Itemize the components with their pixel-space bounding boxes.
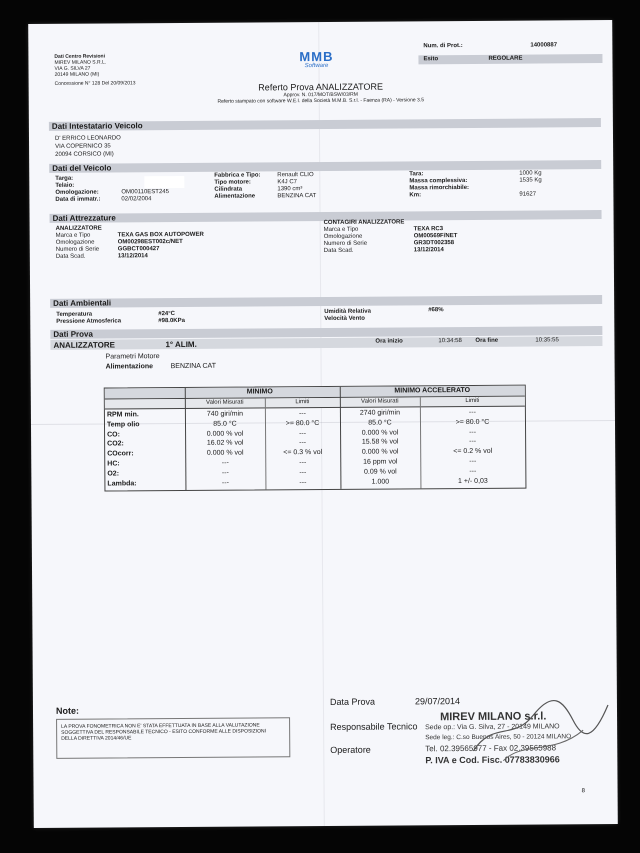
fabbrica-value: Renault CLIO bbox=[277, 172, 314, 179]
minimo-header: MINIMO bbox=[246, 388, 273, 396]
cell-l2: --- bbox=[469, 438, 477, 446]
concession: Concessione N° 128 Del 20/09/2013 bbox=[54, 80, 136, 87]
analyzer-title: ANALIZZATORE bbox=[55, 225, 102, 232]
omol-value: OM00298EST002c/NET bbox=[117, 238, 183, 246]
cell-l2: >= 80.0 °C bbox=[455, 418, 490, 426]
cell-m1: 85.0 °C bbox=[213, 420, 237, 428]
owner-name: D' ERRICO LEONARDO bbox=[54, 135, 121, 142]
approval: Approv. N. 017/MOT/BSW/03/RM bbox=[283, 91, 358, 99]
scad-label: Data Scad. bbox=[55, 253, 86, 260]
cell-l2: <= 0.2 % vol bbox=[453, 448, 493, 456]
marca-label: Marca e Tipo bbox=[55, 232, 91, 239]
report-title: Referto Prova ANALIZZATORE bbox=[258, 81, 384, 93]
row-label: COcorr: bbox=[107, 450, 134, 458]
stamp-line-4: P. IVA e Cod. Fisc. 07783830966 bbox=[425, 754, 560, 766]
c-serie-value: GR3DT002358 bbox=[413, 240, 455, 247]
note-text-1: LA PROVA FONOMETRICA NON E' STATA EFFETTUATA IN BASE ALLA VALUTAZIONE bbox=[61, 722, 260, 730]
data-immatr-value: 02/02/2004 bbox=[121, 196, 152, 203]
start-value: 10:34:58 bbox=[438, 338, 462, 345]
centre-title: Dati Centro Revisioni bbox=[54, 53, 106, 60]
row-label: HC: bbox=[107, 460, 120, 468]
cell-l2: --- bbox=[469, 428, 477, 436]
equipment-section: Dati Attrezzature bbox=[50, 210, 602, 223]
owner-section: Dati Intestatario Veicolo bbox=[49, 118, 601, 131]
redaction-box bbox=[144, 176, 184, 188]
scad-value: 13/12/2014 bbox=[117, 253, 148, 260]
results-table bbox=[104, 385, 527, 492]
cell-m2: 2740 giri/min bbox=[359, 409, 400, 417]
cell-m1: 740 giri/min bbox=[206, 410, 244, 418]
c-omol-value: OM00569F/NET bbox=[413, 233, 458, 240]
cell-m1: --- bbox=[221, 479, 229, 487]
start-label: Ora inizio bbox=[375, 338, 403, 345]
owner-street: VIA COPERNICO 35 bbox=[55, 143, 111, 150]
alimentazione-label: Alimentazione bbox=[214, 193, 256, 200]
cell-l2: --- bbox=[469, 457, 477, 465]
telaio-label: Telaio: bbox=[55, 182, 75, 189]
params-title: Parametri Motore bbox=[105, 353, 160, 361]
row-label: O2: bbox=[107, 470, 120, 478]
massa-label: Massa complessiva: bbox=[409, 177, 468, 185]
cell-l2: 1 +/- 0,03 bbox=[457, 477, 488, 485]
cell-l1: --- bbox=[299, 459, 307, 467]
alim-row-value: BENZINA CAT bbox=[170, 362, 217, 371]
col-limits-1: Limiti bbox=[295, 399, 310, 406]
press-label: Pressione Atmosferica bbox=[56, 318, 122, 325]
cell-m2: 1.000 bbox=[371, 478, 390, 486]
prot-label: Num. di Prot.: bbox=[423, 43, 463, 50]
cell-m2: 85.0 °C bbox=[368, 419, 392, 427]
fabbrica-label: Fabbrica e Tipo: bbox=[214, 172, 261, 179]
esito-value: REGOLARE bbox=[488, 55, 523, 62]
temp-value: #24°C bbox=[158, 311, 175, 318]
tara-label: Tara: bbox=[409, 171, 424, 178]
cell-l1: --- bbox=[299, 429, 307, 437]
press-value: #98.0KPa bbox=[158, 317, 185, 325]
alim-row-label: Alimentazione bbox=[105, 363, 154, 371]
note-text-2: SOGGETTIVA DEL RESPONSABILE TECNICO - ESITO CONFORME ALLE DISPOSIZIONI bbox=[61, 728, 267, 736]
c-scad-value: 13/12/2014 bbox=[413, 247, 444, 254]
end-label: Ora fine bbox=[475, 337, 499, 344]
cell-m1: 16.02 % vol bbox=[206, 439, 244, 448]
minimo-acc-header: MINIMO ACCELERATO bbox=[394, 386, 471, 395]
umid-value: #68% bbox=[428, 307, 444, 314]
stamp-line-2: Sede leg.: C.so Buenos Aires, 50 - 20124 MILANO bbox=[425, 733, 572, 742]
logo-sub: Software bbox=[304, 62, 329, 70]
vehicle-section: Dati del Veicolo bbox=[49, 160, 601, 173]
row-label: CO2: bbox=[107, 440, 124, 448]
owner-city: 20094 CORSICO (MI) bbox=[55, 151, 114, 158]
environment-section: Dati Ambientali bbox=[50, 295, 602, 308]
serie-value: GGBCT000427 bbox=[117, 246, 160, 253]
row-label: Lambda: bbox=[107, 479, 137, 488]
stamp-line-3: Tel. 02.39565977 - Fax 02.39565988 bbox=[425, 743, 557, 754]
cell-m2: 16 ppm vol bbox=[363, 458, 398, 466]
omol-label: Omologazione bbox=[55, 239, 95, 246]
row-label: Temp olio bbox=[106, 421, 140, 429]
km-value: 91627 bbox=[519, 191, 537, 198]
cell-l1: --- bbox=[299, 478, 307, 486]
cell-l1: >= 80.0 °C bbox=[285, 419, 320, 428]
c-scad-label: Data Scad. bbox=[323, 247, 354, 254]
alim-label: 1° ALIM. bbox=[165, 339, 197, 350]
col-measured-2: Valori Misurati bbox=[361, 398, 399, 405]
cell-m2: 15.58 % vol bbox=[361, 438, 399, 447]
note-text-3: DELLA DIRETTIVA 2014/46/UE bbox=[61, 735, 132, 742]
c-omol-label: Omologazione bbox=[323, 233, 363, 240]
cell-l2: --- bbox=[468, 408, 476, 416]
marca-value: TEXA GAS BOX AUTOPOWER bbox=[117, 231, 204, 239]
c-serie-label: Numero di Serie bbox=[323, 240, 368, 247]
temp-label: Temperatura bbox=[56, 311, 93, 318]
operator-label: Operatore bbox=[330, 744, 371, 755]
col-measured-1: Valori Misurati bbox=[206, 399, 244, 406]
date-label: Data Prova bbox=[329, 696, 376, 707]
cell-m2: 0.000 % vol bbox=[361, 448, 399, 456]
serie-label: Numero di Serie bbox=[55, 246, 100, 253]
centre-city: 20149 MILANO (MI) bbox=[54, 71, 100, 78]
resp-label: Responsabile Tecnico bbox=[330, 721, 418, 732]
note-label: Note: bbox=[55, 705, 80, 716]
cell-m1: --- bbox=[221, 459, 229, 467]
table-row bbox=[105, 476, 525, 488]
stamp-name: MIREV MILANO s.r.l. bbox=[440, 710, 547, 724]
motore-value: K4J C7 bbox=[277, 179, 298, 186]
massa-value: 1535 Kg bbox=[519, 177, 542, 184]
counter-title: CONTAGIRI ANALIZZATORE bbox=[323, 219, 405, 226]
date-value: 29/07/2014 bbox=[414, 696, 461, 707]
cell-l1: --- bbox=[298, 410, 306, 418]
row-label: CO: bbox=[107, 431, 120, 439]
cell-m1: --- bbox=[221, 469, 229, 477]
esito-label: Esito bbox=[423, 56, 439, 63]
km-label: Km: bbox=[409, 192, 422, 199]
logo-main: MMB bbox=[299, 48, 334, 65]
test-section: Dati Prova bbox=[50, 326, 602, 339]
cell-m1: 0.000 % vol bbox=[206, 430, 244, 438]
page-mark: 8 bbox=[581, 788, 585, 795]
cilindrata-value: 1390 cm³ bbox=[277, 186, 303, 193]
cell-m2: 0.09 % vol bbox=[363, 468, 397, 476]
signature bbox=[463, 680, 614, 771]
centre-street: VIA G. SILVA 27 bbox=[54, 65, 91, 72]
vento-label: Velocità Vento bbox=[324, 315, 365, 322]
c-marca-label: Marca e Tipo bbox=[323, 226, 359, 233]
tara-value: 1000 Kg bbox=[519, 170, 542, 177]
rimorchiabile-label: Massa rimorchiabile: bbox=[409, 184, 470, 192]
alimentazione-value: BENZINA CAT bbox=[277, 193, 317, 200]
motore-label: Tipo motore: bbox=[214, 179, 251, 186]
col-limits-2: Limiti bbox=[465, 397, 480, 405]
centre-name: MIREV MILANO S.R.L. bbox=[54, 59, 107, 66]
c-marca-value: TEXA RC3 bbox=[413, 226, 444, 233]
mmb-logo bbox=[293, 50, 339, 70]
end-value: 10:35:55 bbox=[535, 337, 559, 344]
row-label: RPM min. bbox=[106, 411, 139, 419]
prot-value: 14000887 bbox=[530, 42, 558, 49]
cell-m1: 0.000 % vol bbox=[206, 449, 244, 457]
analyzer-label: ANALIZZATORE bbox=[53, 340, 115, 350]
printed-by: Referto stampato con software W.E.I. della Società M.M.B. S.r.l. - Faenza (RA) - Versione 3.5 bbox=[217, 97, 424, 105]
cell-l2: --- bbox=[469, 467, 477, 475]
cell-l1: --- bbox=[299, 468, 307, 476]
targa-label: Targa: bbox=[55, 175, 74, 182]
cell-l1: --- bbox=[299, 439, 307, 447]
cilindrata-label: Cilindrata bbox=[214, 186, 243, 193]
note-box bbox=[56, 717, 290, 759]
omologazione-value: OM00110EST245 bbox=[121, 189, 169, 196]
umid-label: Umidità Relativa bbox=[324, 308, 371, 315]
omologazione-label: Omologazione: bbox=[55, 189, 99, 196]
cell-m2: 0.000 % vol bbox=[361, 429, 399, 437]
cell-l1: <= 0.3 % vol bbox=[283, 449, 323, 457]
stamp-line-1: Sede op.: Via G. Silva, 27 - 20149 MILANO bbox=[425, 723, 560, 732]
data-immatr-label: Data di immatr.: bbox=[55, 196, 101, 203]
report-sheet bbox=[28, 20, 618, 828]
